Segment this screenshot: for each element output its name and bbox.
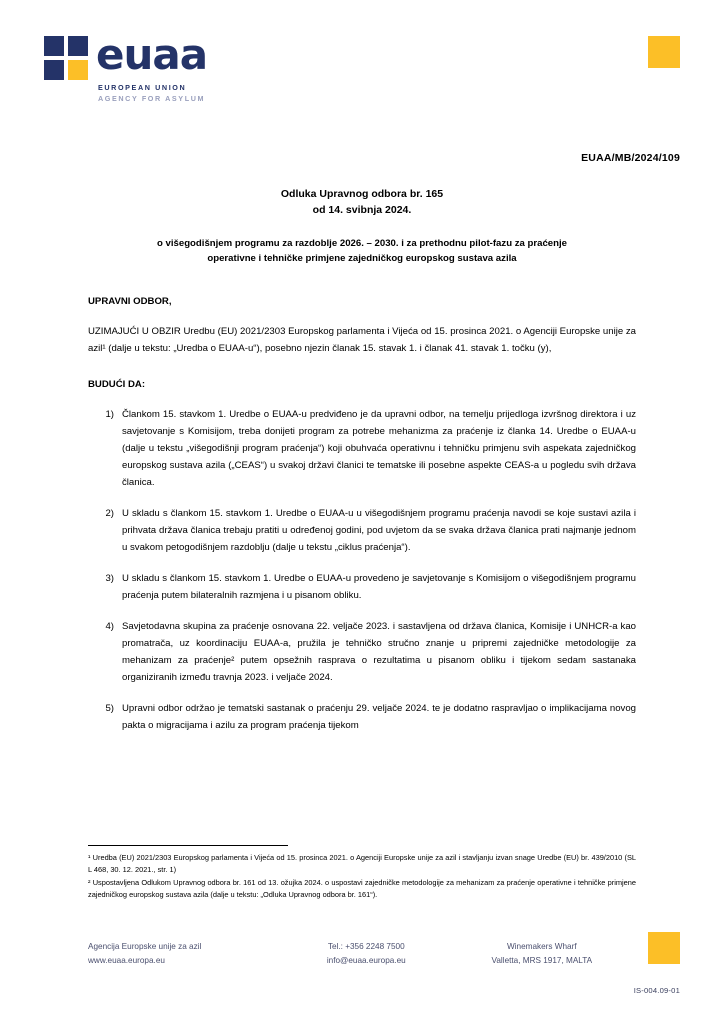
footer-telephone: Tel.: +356 2248 7500 [327,942,405,951]
list-item-marker: 1) [105,409,114,420]
reference-code: EUAA/MB/2024/109 [581,152,680,164]
footer-website[interactable]: www.euaa.europa.eu [88,956,165,965]
list-item [105,505,636,556]
document-body [88,296,636,748]
footer-address-line1: Winemakers Wharf [507,942,577,951]
page-footer [88,940,636,968]
decorative-square-top-right [648,36,680,68]
footnote-2: ² Uspostavljena Odlukom Upravnog odbora br. 161 od 13. ožujka 2024. o uspostavi zajedničke metodologije za mehanizam za praćenje operativne i tehničke primjene zajedničkog europskog sustava azila (dalje u tekstu: „Odluka Upravnog odbora br. 161“). [88,878,636,899]
whereas-list [88,406,636,734]
list-item-marker: 5) [105,703,114,714]
document-code: IS-004.09-01 [633,986,680,995]
list-item-text: Upravni odbor održao je tematski sastanak o praćenju 29. veljače 2024. te je dodatno raspravljao o implikacijama novog pakta o migracijama i azilu za program praćenja tijekom [122,703,636,731]
subtitle-line-1: o višegodišnjem programu za razdoblje 2026. – 2030. i za prethodnu pilot-fazu za praćenje [157,238,567,249]
footer-email[interactable]: info@euaa.europa.eu [326,956,406,965]
logo-squares-icon [44,36,88,80]
logo-subtitle-line1: EUROPEAN UNION [98,83,187,92]
footer-address-line2: Valletta, MRS 1917, MALTA [491,956,593,965]
decorative-square-bottom-right [648,932,680,964]
title-line-1: Odluka Upravnog odbora br. 165 [280,188,444,200]
list-item [105,406,636,491]
footer-agency-name: Agencija Europske unije za azil [88,942,202,951]
list-item-marker: 3) [105,573,114,584]
logo-wordmark: euaa [96,30,208,79]
heading-management-board: UPRAVNI ODBOR, [88,296,172,307]
list-item-marker: 2) [105,508,114,519]
list-item-text: Savjetodavna skupina za praćenje osnovana 22. veljače 2023. i sastavljena od država članica, Komisije i UNHCR-a kao promatrača, uz koordinaciju EUAA-a, pružila je tehničko stručno znanje u pripremi zajedničke metodologije za mehanizam za praćenje² putem opsežnih rasprava o rezultatima u pisanom obliku i tijekom sedam sastanaka organiziranih između travnja 2023. i veljače 2024. [122,621,636,683]
list-item-text: Člankom 15. stavkom 1. Uredbe o EUAA-u predviđeno je da upravni odbor, na temelju prijedloga izvršnog direktora i uz savjetovanje s Komisijom, treba donijeti program za potrebe mehanizma za praćenje iz članka 14. Uredbe o EUAA-u (dalje u tekstu „višegodišnji program praćenja“) koji obuhvaća operativnu i tehničku primjenu svih aspekata zajedničkog europskog sustava azila („CEAS“) u svakoj državi članici te tematske ili posebne aspekte CEAS-a u pogledu svih država članica. [122,409,636,488]
document-subtitle [88,236,636,266]
footnote-1: ¹ Uredba (EU) 2021/2303 Europskog parlamenta i Vijeća od 15. prosinca 2021. o Agenciji Europske unije za azil i stavljanju izvan snage Uredbe (EU) br. 439/2010 (SL L 468, 30. 12. 2021., str. 1) [88,853,636,874]
heading-whereas: BUDUĆI DA: [88,379,146,390]
list-item-text: U skladu s člankom 15. stavkom 1. Uredbe o EUAA-u u višegodišnjem programu praćenja navodi se koje sustavi azila i prihvata država članica trebaju pratiti u određenoj godini, pod uvjetom da se svaka država članica prati najmanje jednom u svakom petogodišnjem razdoblju (dalje u tekstu „ciklus praćenja“). [122,508,636,553]
list-item-marker: 4) [105,621,114,632]
footnote-divider [88,845,288,846]
footer-address-column [448,940,636,968]
document-title [88,186,636,218]
footnotes [88,852,636,902]
list-item [105,618,636,686]
paragraph-considering: UZIMAJUĆI U OBZIR Uredbu (EU) 2021/2303 Europskog parlamenta i Vijeća od 15. prosinca 2021. o Agenciji Europske unije za azil¹ (dalje u tekstu: „Uredba o EUAA-u“), posebno njezin članak 15. stavak 1. i članak 41. stavak 1. točku (y), [88,326,636,354]
list-item [105,570,636,604]
list-item [105,700,636,734]
subtitle-line-2: operativne i tehničke primjene zajedničkog europskog sustava azila [207,253,517,264]
footer-contact-column [285,940,448,968]
title-line-2: od 14. svibnja 2024. [312,204,412,216]
footer-agency-column [88,940,285,968]
list-item-text: U skladu s člankom 15. stavkom 1. Uredbe o EUAA-u provedeno je savjetovanje s Komisijom o višegodišnjem programu praćenja putem bilateralnih razmjena i u pisanom obliku. [122,573,636,601]
logo-subtitle-line2: AGENCY FOR ASYLUM [98,94,206,103]
euaa-logo [44,30,304,108]
